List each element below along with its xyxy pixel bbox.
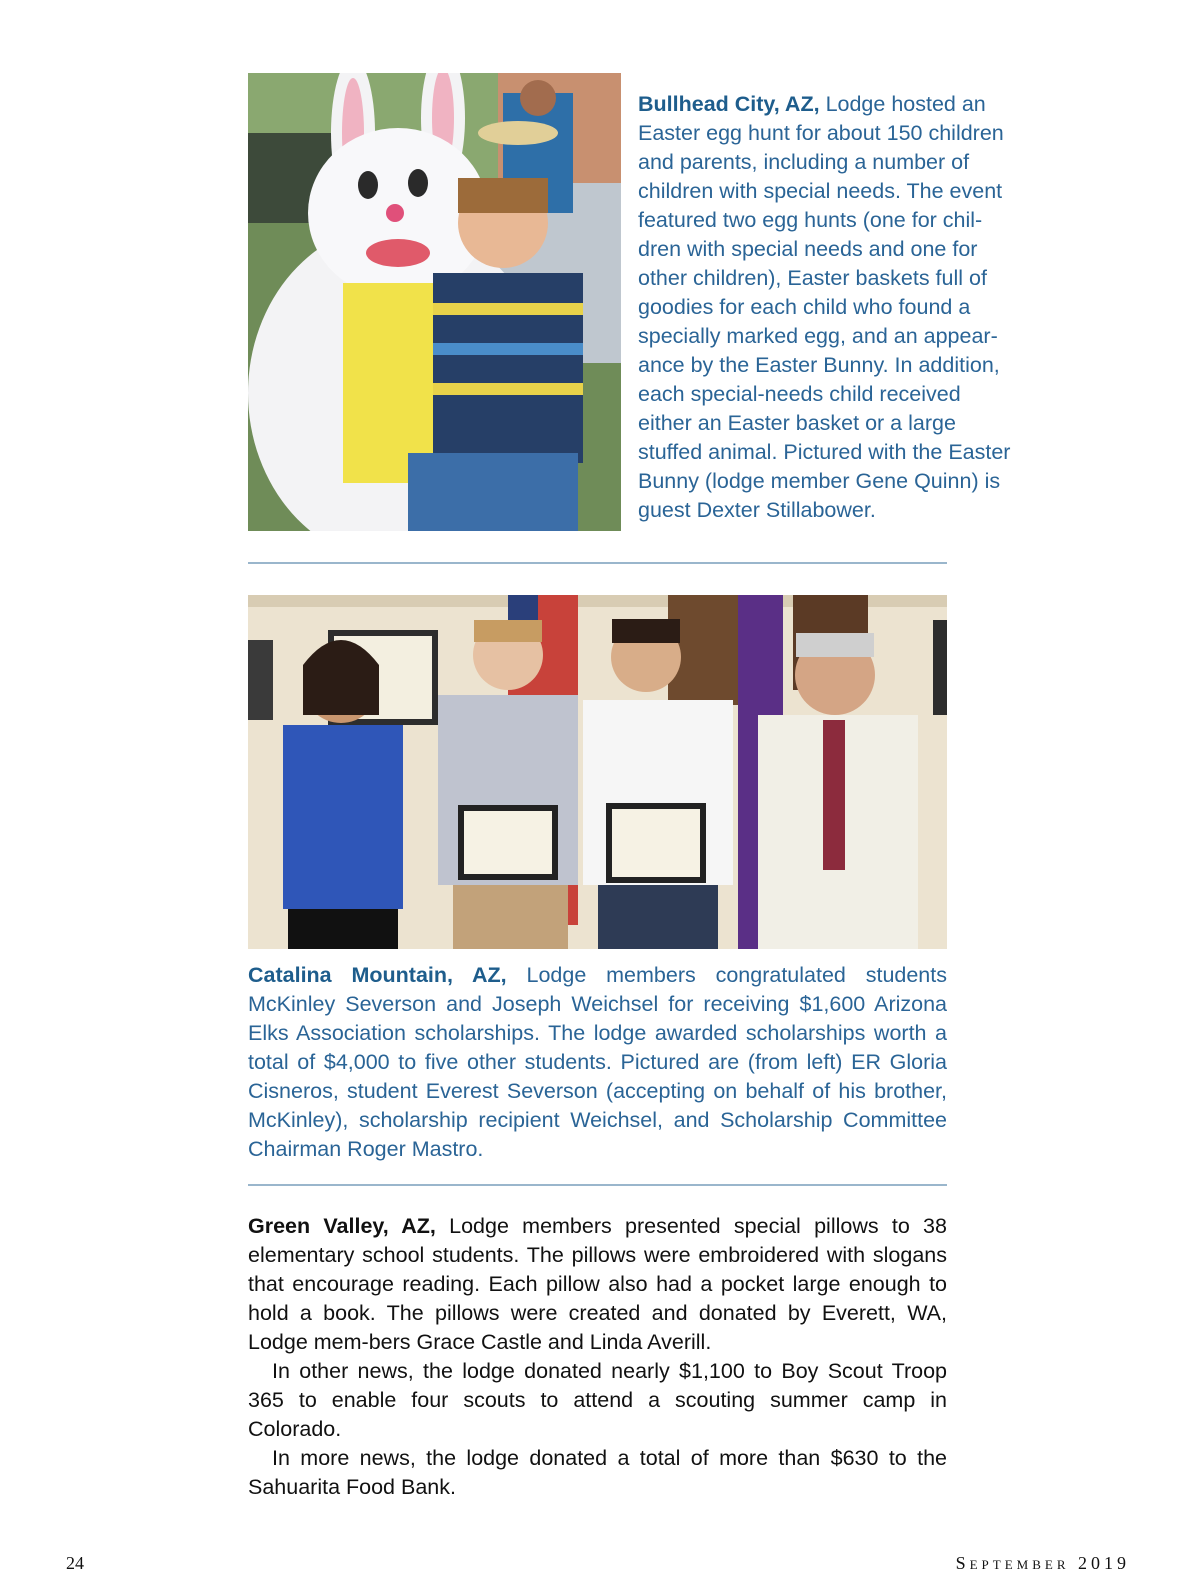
caption-line: other children), Easter baskets full of [638,266,987,290]
bullhead-city-caption [638,90,1048,525]
caption-line: Easter egg hunt for about 150 children [638,121,1004,145]
bullhead-city-lead: Bullhead City, AZ, [638,92,820,116]
section-divider [248,1184,947,1186]
caption-line: children with special needs. The event [638,179,1003,203]
green-valley-lead: Green Valley, AZ, [248,1214,436,1238]
caption-line: and parents, including a number of [638,150,970,174]
article-paragraph [248,1212,947,1357]
caption-line: Lodge hosted an [825,92,986,116]
article-paragraph: In other news, the lodge donated nearly $1,100 to Boy Scout Troop 365 to enable four scouts to attend a scouting summer camp in Colorado. [248,1359,947,1441]
section-divider [248,562,947,564]
issue-date: September 2019 [955,1553,1130,1573]
caption-line: dren with special needs and one for [638,237,978,261]
caption-line: specially marked egg, and an appear- [638,324,998,348]
caption-line: either an Easter basket or a large [638,411,956,435]
catalina-mountain-caption [248,961,947,1164]
catalina-mountain-lead: Catalina Mountain, AZ, [248,963,507,987]
caption-line: ance by the Easter Bunny. In addition, [638,353,1000,377]
caption-line: Bunny (lodge member Gene Quinn) is [638,469,1001,493]
paragraph-text: Lodge members presented special pillows to 38 elementary school students. The pillows were embroidered with slogans that encourage reading. Each pillow also had a pocket large enough to hold a book. The pillows were created and donated by Everett, WA, Lodge mem-bers Grace Castle and Linda Averill. [248,1214,947,1354]
green-valley-article [248,1212,947,1502]
caption-line: each special-needs child received [638,382,961,406]
caption-line: stuffed animal. Pictured with the Easter [638,440,1011,464]
caption-line: guest Dexter Stillabower. [638,498,876,522]
catalina-mountain-body: Lodge members congratulated students McKinley Severson and Joseph Weichsel for receiving $1,600 Arizona Elks Association scholarships. The lodge awarded scholarships worth a total of $4,000 to five other students. Pictured are (from left) ER Gloria Cisneros, student Everest Severson (accepting on behalf of his brother, McKinley), scholarship recipient Weichsel, and Scholarship Committee Chairman Roger Mastro. [248,963,947,1161]
easter-bunny-photo [248,73,621,531]
article-paragraph: In more news, the lodge donated a total of more than $630 to the Sahuarita Food Bank. [248,1446,947,1499]
scholarship-photo [248,595,947,949]
caption-line: goodies for each child who found a [638,295,971,319]
page-number: 24 [66,1553,84,1573]
caption-line: featured two egg hunts (one for chil- [638,208,983,232]
